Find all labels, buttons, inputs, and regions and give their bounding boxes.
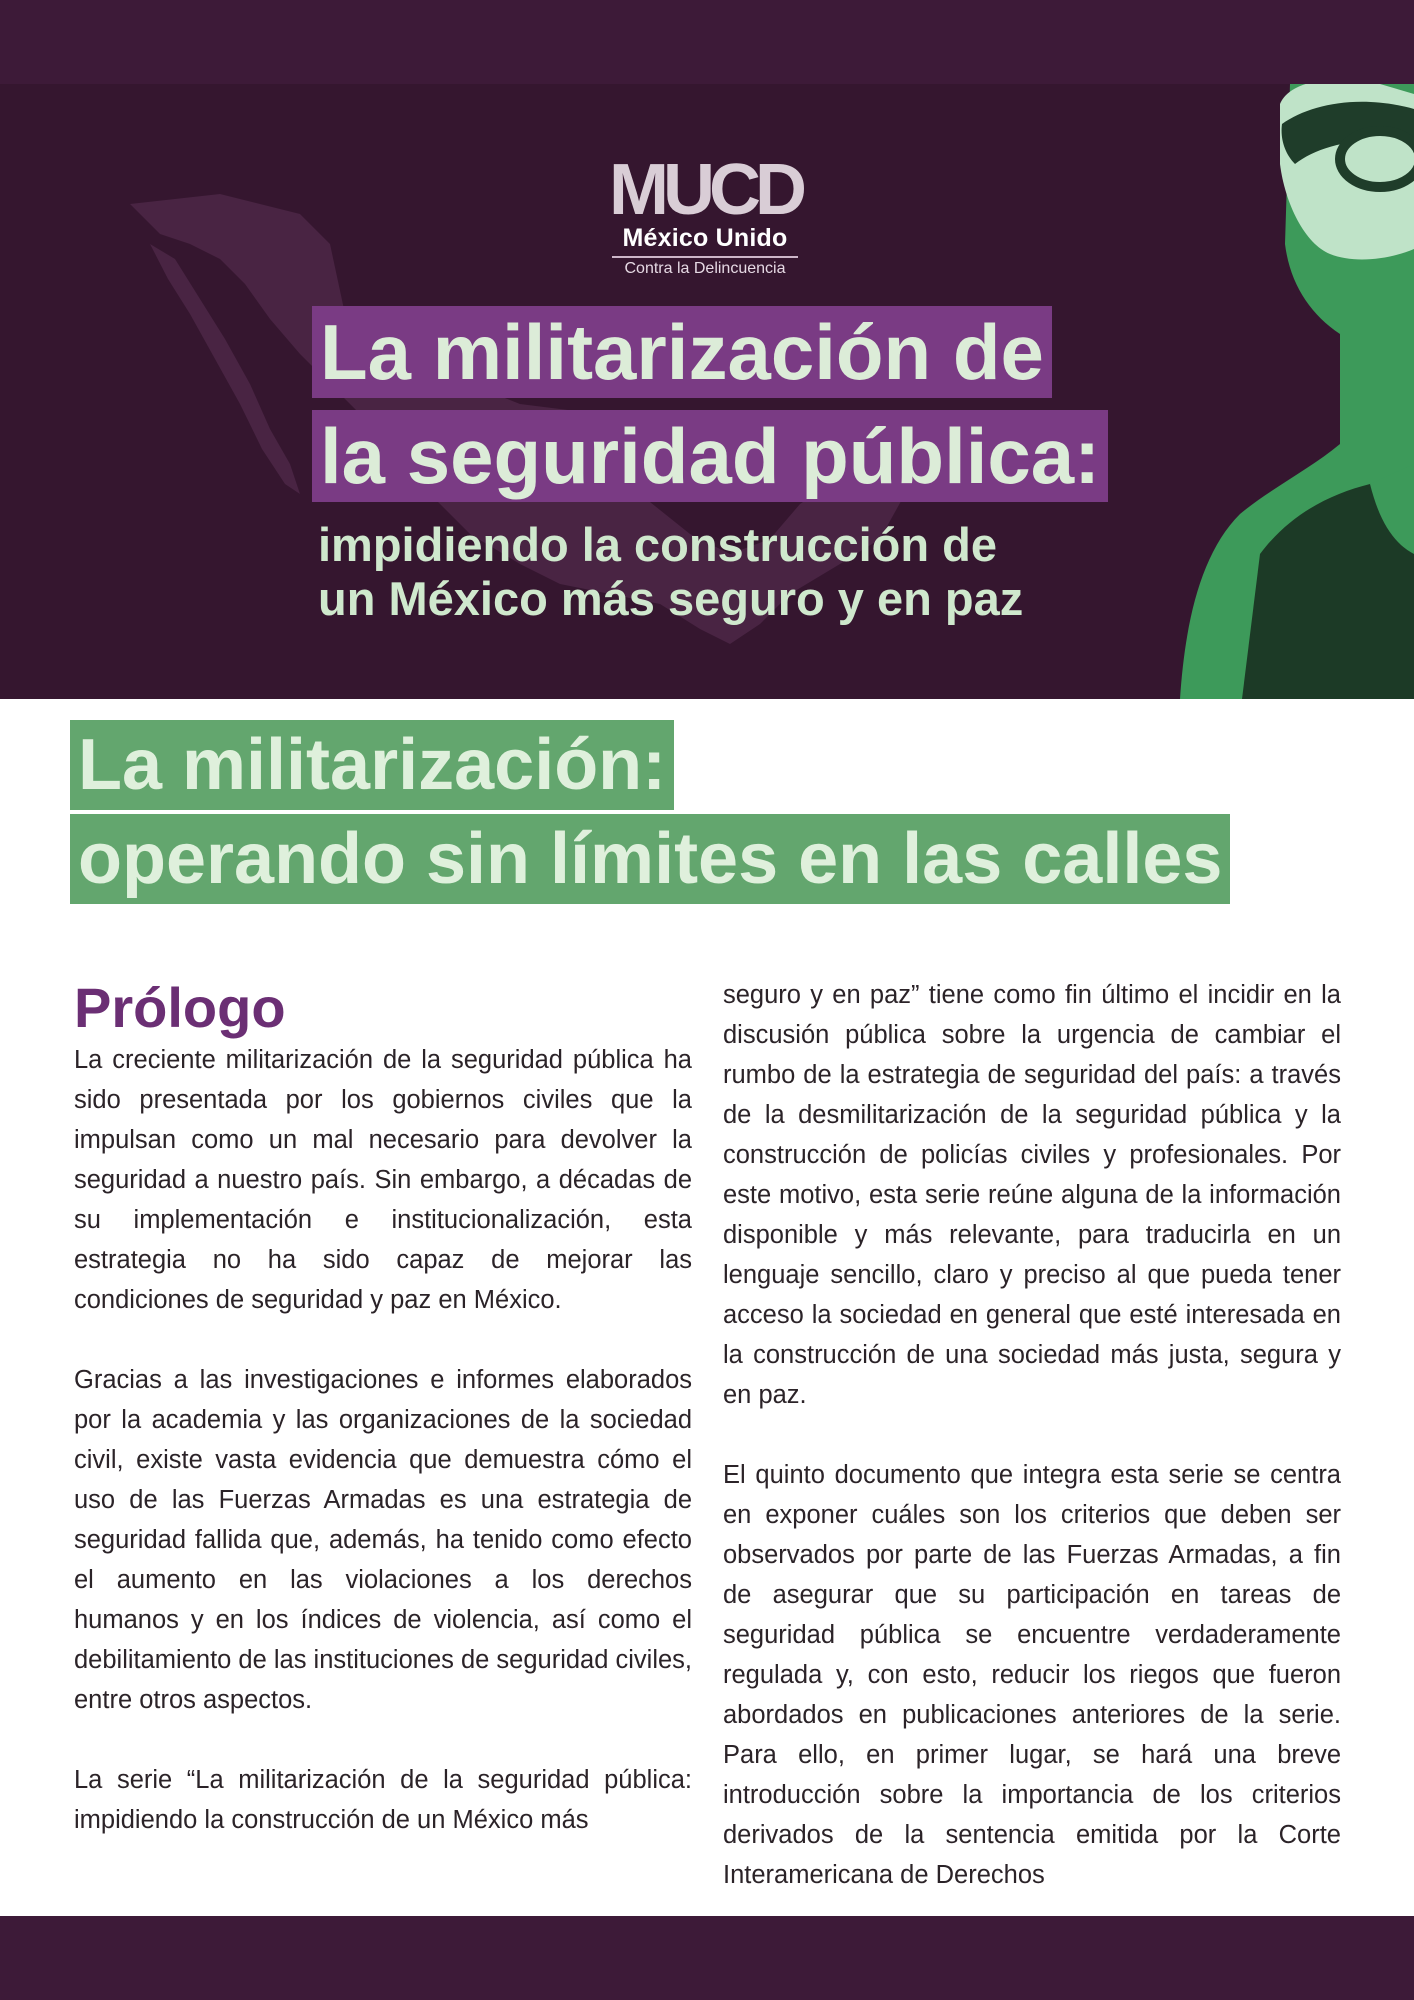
paragraph: El quinto documento que integra esta serie se centra en exponer cuáles son los criterios que deben ser observados por parte de las Fuerzas Armadas, a fin de asegurar que su participación en tareas de seguridad pública se encuentre verdaderamente regulada y, con esto, reducir los riegos que fueron abordados en publicaciones anteriores de la serie. Para ello, en primer lugar, se hará una breve introducción sobre la importancia de los criterios derivados de la sentencia emitida por la Corte Interamericana de Derechos [723, 1461, 1341, 1889]
svg-text:MUCD: MUCD [609, 150, 801, 222]
paragraph: La serie “La militarización de la seguridad pública: impidiendo la construcción de un México más [74, 1766, 692, 1834]
section-title [70, 720, 1230, 904]
right-column [723, 975, 1341, 1895]
prologue-heading: Prólogo [74, 976, 286, 1039]
section-title-line1: La militarización: [70, 720, 674, 810]
hero-subtitle [318, 518, 1023, 626]
hero-title [312, 306, 1108, 502]
logo-name: México Unido [622, 224, 788, 252]
hero-subtitle-line1: impidiendo la construcción de [318, 518, 997, 571]
paragraph: Gracias a las investigaciones e informes elaborados por la academia y las organizaciones de la sociedad civil, existe vasta evidencia que demuestra cómo el uso de las Fuerzas Armadas es una estrategia de seguridad fallida que, además, ha tenido como efecto el aumento en las violaciones a los derechos humanos y en los índices de violencia, así como el debilitamiento de las instituciones de seguridad civiles, entre otros aspectos. [74, 1366, 693, 1714]
paragraph: La creciente militarización de la seguridad pública ha sido presentada por los gobiernos civiles que la impulsan como un mal necesario para devolver la seguridad a nuestro país. Sin embargo, a décadas de su implementación e institucionalización, esta estrategia no ha sido capaz de mejorar las condiciones de seguridad y paz en México. [74, 1046, 692, 1314]
paragraph: seguro y en paz” tiene como fin último el incidir en la discusión pública sobre la urgencia de cambiar el rumbo de la estrategia de seguridad del país: a través de la desmilitarización de la seguridad pública y la construcción de policías civiles y profesionales. Por este motivo, esta serie reúne alguna de la información disponible y más relevante, para traducirla en un lenguaje sencillo, claro y preciso al que pueda tener acceso la sociedad en general que esté interesada en la construcción de una sociedad más justa, segura y en paz. [723, 981, 1341, 1409]
top-strip [0, 0, 1414, 84]
left-column [74, 1040, 692, 1840]
hero-title-line2: la seguridad pública: [312, 410, 1108, 502]
hero-title-line1: La militarización de [312, 306, 1052, 398]
logo-tagline: Contra la Delincuencia [624, 260, 786, 277]
logo-divider [612, 256, 798, 258]
mucd-logo-icon [590, 150, 820, 222]
section-title-line2: operando sin límites en las calles [70, 814, 1230, 904]
mucd-logo [590, 150, 820, 278]
hero-subtitle-line2: un México más seguro y en paz [318, 572, 1024, 625]
bottom-strip [0, 1916, 1414, 2000]
